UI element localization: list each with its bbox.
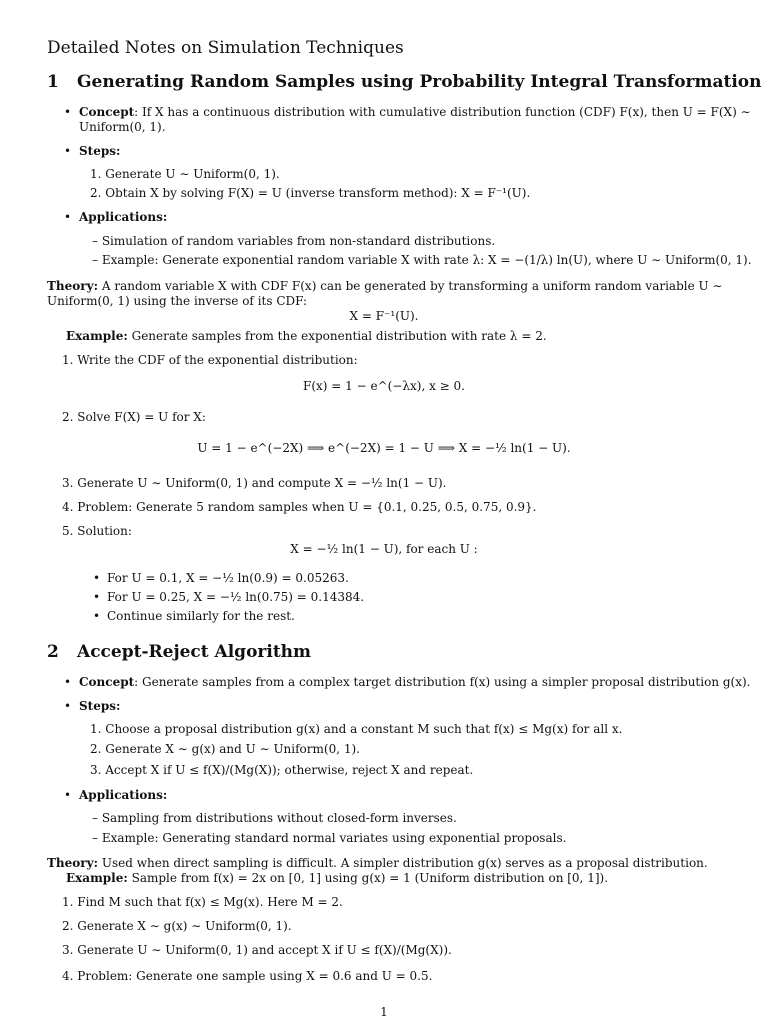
section-1-title: Generating Random Samples using Probability Integral Transformation [77, 72, 762, 92]
s1-sol-bullet-1: For U = 0.1, X = −½ ln(0.9) = 0.05263. [107, 571, 349, 585]
s1-theory-cont: Uniform(0, 1) using the inverse of its CDF: [47, 294, 308, 308]
document-title: Detailed Notes on Simulation Techniques [47, 38, 404, 58]
s1-theory-equation: X = F⁻¹(U). [349, 309, 419, 323]
bullet-icon: • [64, 210, 72, 224]
bullet-icon: • [93, 571, 101, 585]
bullet-icon: • [93, 609, 101, 623]
s1-concept [79, 104, 751, 120]
bullet-icon: • [64, 144, 72, 158]
s1-steps-label: Steps: [79, 144, 121, 158]
s1-app-1: – Simulation of random variables from non-standard distributions. [92, 234, 496, 248]
section-2-title: Accept-Reject Algorithm [77, 642, 312, 662]
s1-ex-item-3: 3. Generate U ∼ Uniform(0, 1) and compute X = −½ ln(1 − U). [62, 476, 447, 490]
s1-concept-label: Concept [79, 105, 135, 119]
s1-ex-item-4: 4. Problem: Generate 5 random samples when U = {0.1, 0.25, 0.5, 0.75, 0.9}. [62, 500, 537, 514]
s2-step-3: 3. Accept X if U ≤ f(X)/(Mg(X)); otherwise, reject X and repeat. [90, 763, 474, 777]
s1-eq-cdf: F(x) = 1 − e^(−λx), x ≥ 0. [303, 379, 465, 393]
s1-theory: Theory: A random variable X with CDF F(x) can be generated by transforming a uniform random variable U ∼ [47, 279, 723, 293]
bullet-icon: • [64, 788, 72, 802]
s1-apps-label: Applications: [79, 210, 168, 224]
s2-concept: Concept: Generate samples from a complex target distribution f(x) using a simpler proposal distribution g(x). [79, 675, 751, 689]
section-1-heading [47, 74, 762, 90]
s1-concept-cont: Uniform(0, 1). [79, 120, 166, 134]
s2-app-2: – Example: Generating standard normal variates using exponential proposals. [92, 831, 567, 845]
s1-step-2: 2. Obtain X by solving F(X) = U (inverse transform method): X = F⁻¹(U). [90, 186, 531, 200]
section-2-heading [47, 644, 311, 660]
s1-ex-item-2: 2. Solve F(X) = U for X: [62, 410, 206, 424]
s2-theory: Theory: Used when direct sampling is difficult. A simpler distribution g(x) serves as a proposal distribution. [47, 856, 708, 870]
s2-ex-item-2: 2. Generate X ∼ g(x) ∼ Uniform(0, 1). [62, 919, 292, 933]
s1-eq-solution: X = −½ ln(1 − U), for each U : [290, 542, 478, 556]
s2-step-1: 1. Choose a proposal distribution g(x) and a constant M such that f(x) ≤ Mg(x) for all x. [90, 722, 623, 736]
section-1-number: 1 [47, 72, 59, 92]
section-2-number: 2 [47, 642, 59, 662]
s2-example: Example: Sample from f(x) = 2x on [0, 1] using g(x) = 1 (Uniform distribution on [0, 1]). [66, 871, 609, 885]
bullet-icon: • [93, 590, 101, 604]
page-number: 1 [380, 1005, 388, 1019]
s2-ex-item-3: 3. Generate U ∼ Uniform(0, 1) and accept X if U ≤ f(X)/(Mg(X)). [62, 943, 452, 957]
bullet-icon: • [64, 105, 72, 119]
s2-apps-label: Applications: [79, 788, 168, 802]
s1-app-2: – Example: Generate exponential random variable X with rate λ: X = −(1/λ) ln(U), where U ∼ Uniform(0, 1). [92, 253, 752, 267]
s2-app-1: – Sampling from distributions without closed-form inverses. [92, 811, 457, 825]
s2-step-2: 2. Generate X ∼ g(x) and U ∼ Uniform(0, 1). [90, 742, 360, 756]
bullet-icon: • [64, 675, 72, 689]
s1-eq-solve: U = 1 − e^(−2X) ⟹ e^(−2X) = 1 − U ⟹ X = −½ ln(1 − U). [197, 441, 571, 455]
s2-ex-item-1: 1. Find M such that f(x) ≤ Mg(x). Here M = 2. [62, 895, 343, 909]
s1-concept-text: : If X has a continuous distribution with cumulative distribution function (CDF) F(x), then U = F(X) ∼ [134, 105, 751, 119]
s1-sol-bullet-3: Continue similarly for the rest. [107, 609, 295, 623]
s2-ex-item-4: 4. Problem: Generate one sample using X = 0.6 and U = 0.5. [62, 969, 433, 983]
s1-ex-item-5: 5. Solution: [62, 524, 132, 538]
s1-sol-bullet-2: For U = 0.25, X = −½ ln(0.75) = 0.14384. [107, 590, 365, 604]
s1-ex-item-1: 1. Write the CDF of the exponential distribution: [62, 353, 358, 367]
s2-steps-label: Steps: [79, 699, 121, 713]
s1-example: Example: Generate samples from the exponential distribution with rate λ = 2. [66, 329, 547, 343]
s1-step-1: 1. Generate U ∼ Uniform(0, 1). [90, 167, 280, 181]
bullet-icon: • [64, 699, 72, 713]
